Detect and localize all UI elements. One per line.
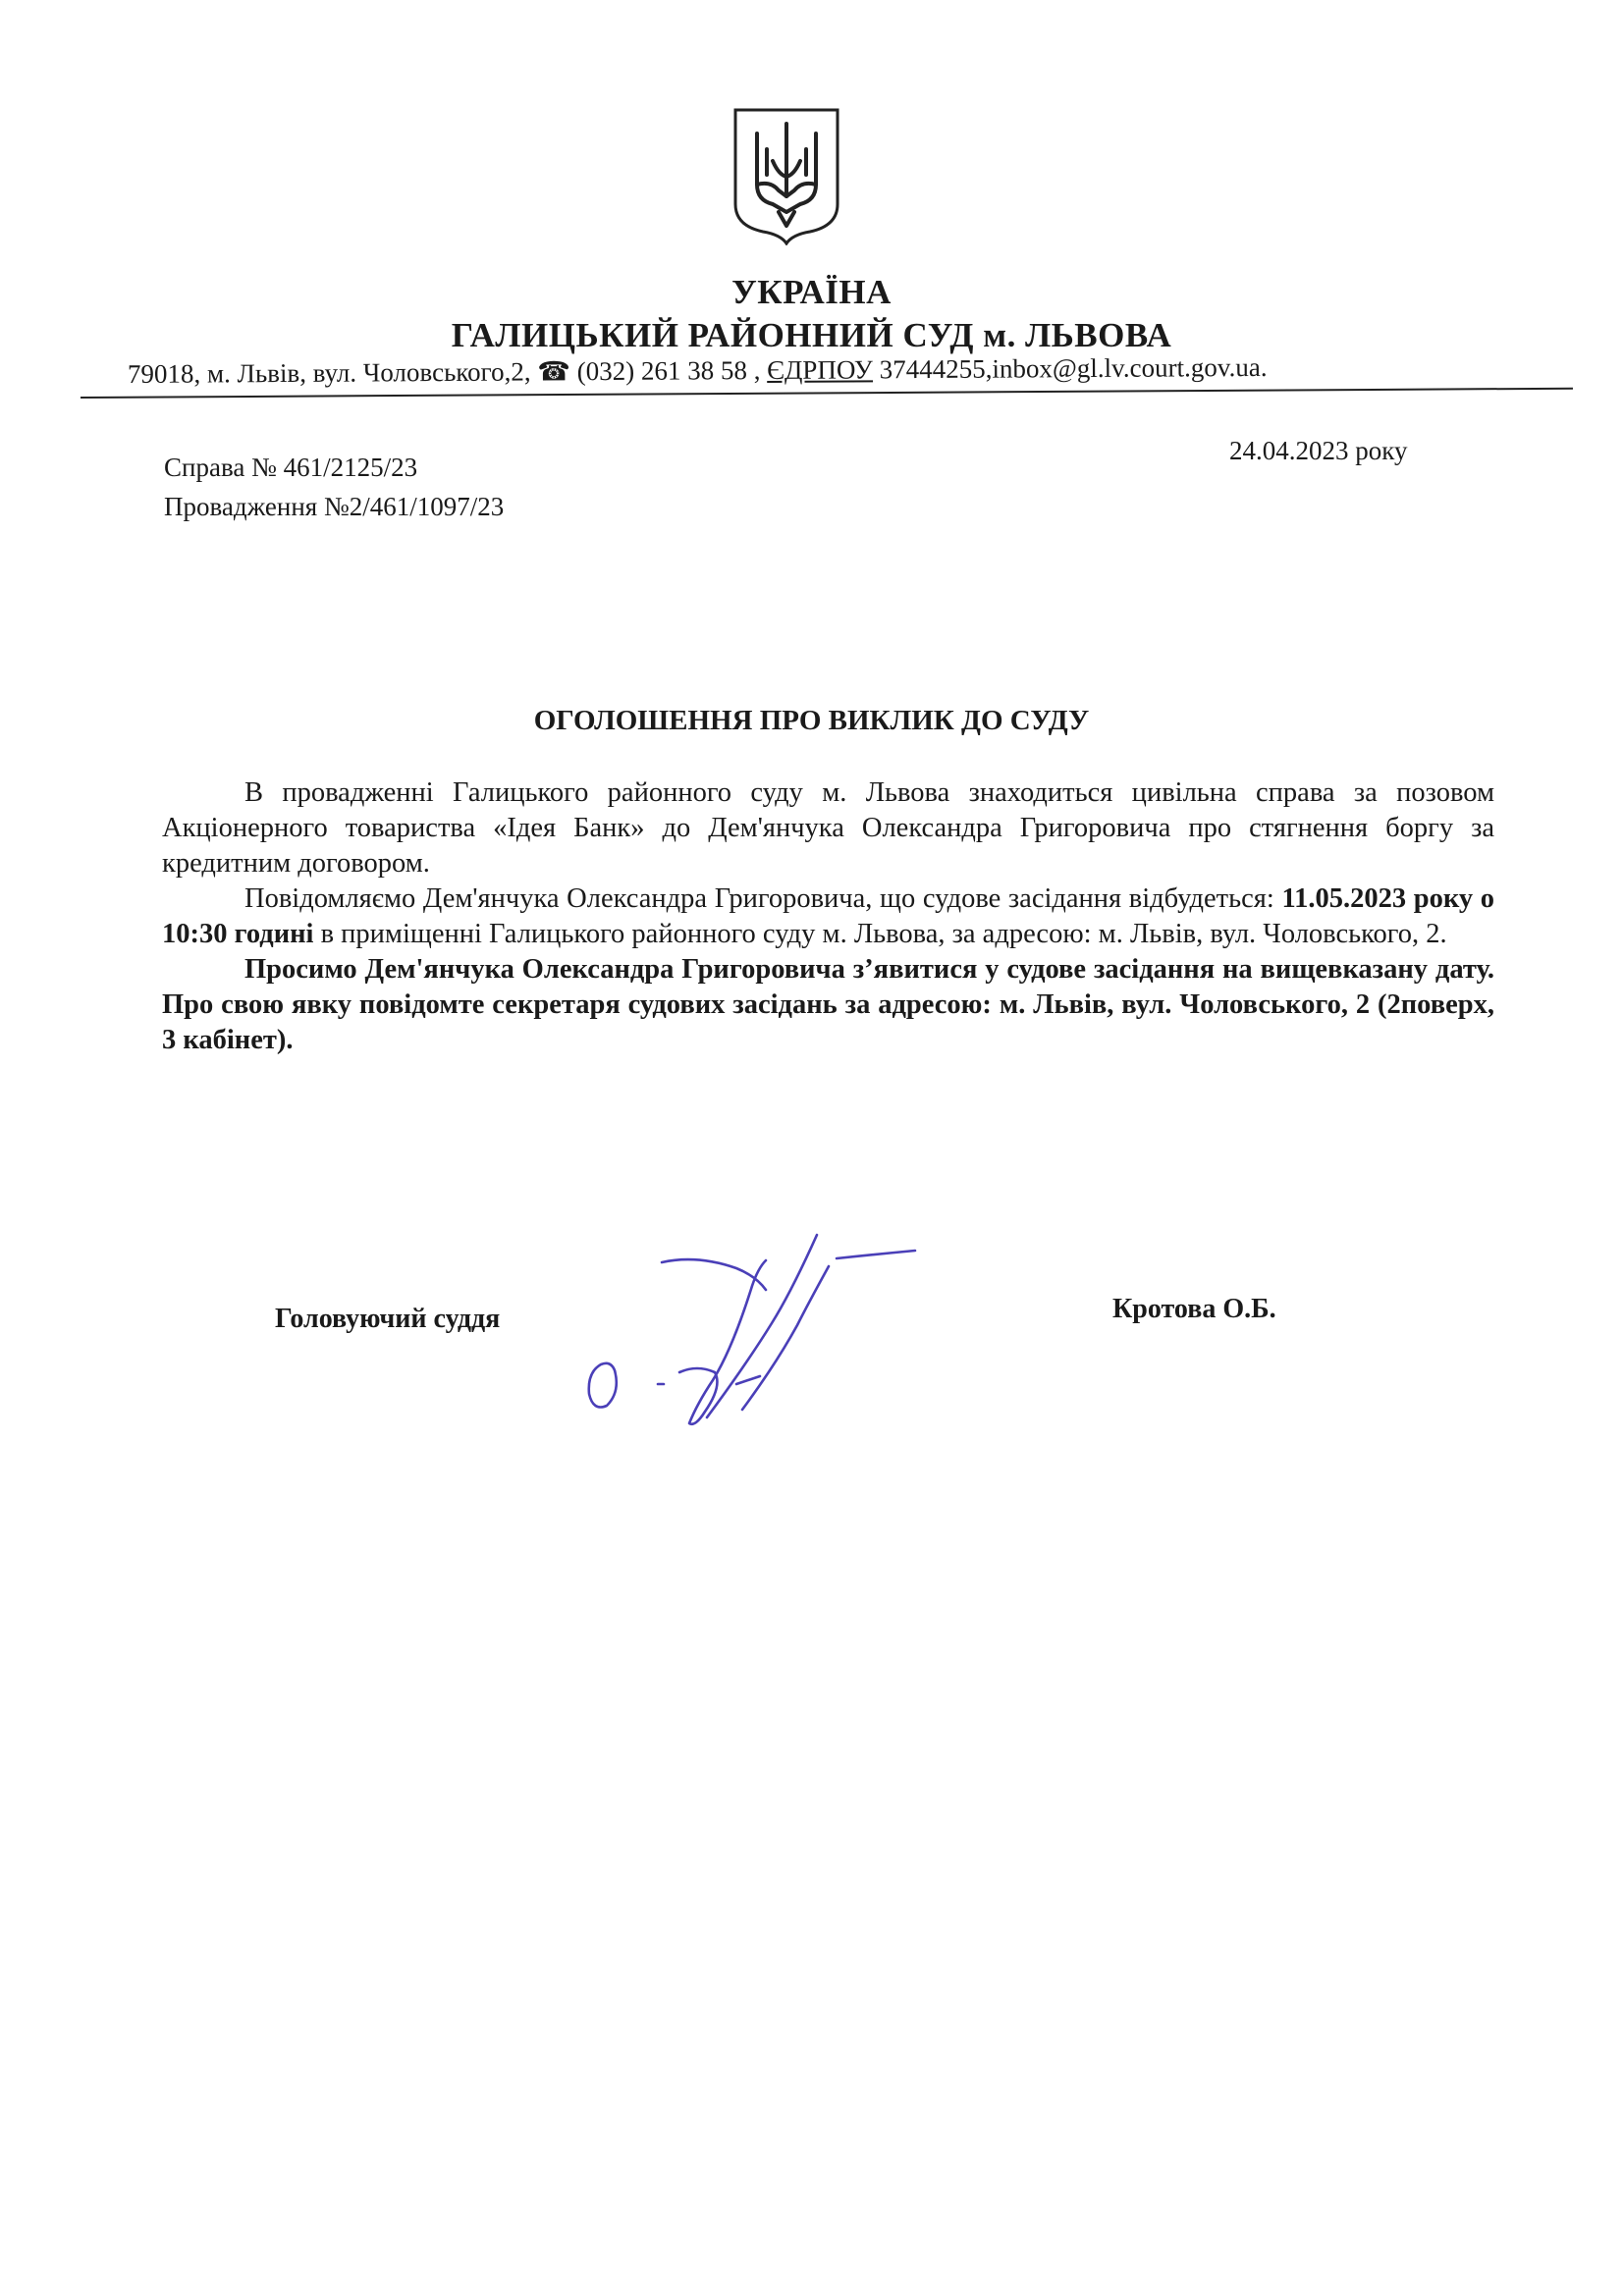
body-paragraph-3: Просимо Дем'янчука Олександра Григоровича з’явитися у судове засідання на вищевказану дату. Про свою явку повідомте секретаря судових засідань за адресою: м. Львів, вул. Чоловського, 2 (2поверх, 3 кабінет). <box>162 954 1494 1055</box>
body-paragraph-1: В провадженні Галицького районного суду м. Львова знаходиться цивільна справа за позовом Акціонерного товариства «Ідея Банк» до Дем'янчука Олександра Григоровича про стягнення боргу за кредитним договором. <box>162 777 1494 879</box>
paragraph-2-end: в приміщенні Галицького районного суду м. Львова, за адресою: м. Львів, вул. Чоловського, 2. <box>313 919 1447 949</box>
court-title: ГАЛИЦЬКИЙ РАЙОННИЙ СУД м. ЛЬВОВА <box>451 316 1172 354</box>
body-paragraph-2 <box>162 881 1494 952</box>
case-info <box>164 448 504 526</box>
judge-role-label: Головуючий суддя <box>275 1304 501 1334</box>
proceeding-number: Провадження №2/461/1097/23 <box>164 492 505 521</box>
edrpou-label: ЄДРПОУ <box>767 354 874 386</box>
court-phone: (032) 261 38 58 , <box>576 355 761 387</box>
court-contact-line <box>128 350 1542 390</box>
document-body <box>162 775 1494 1058</box>
hearing-datetime: 11.05.2023 року о 10:30 годині <box>162 883 1494 949</box>
phone-icon: ☎ <box>537 356 571 387</box>
document-date: 24.04.2023 року <box>1229 436 1408 465</box>
ukraine-trident-emblem-icon <box>731 106 841 245</box>
country-title: УКРАЇНА <box>731 273 892 311</box>
court-address: 79018, м. Львів, вул. Чоловського,2, <box>127 356 538 389</box>
header-divider <box>81 388 1573 399</box>
paragraph-2-start: Повідомляємо Дем'янчука Олександра Григоровича, що судове засідання відбудеться: <box>244 883 1282 914</box>
document-title: ОГОЛОШЕННЯ ПРО ВИКЛИК ДО СУДУ <box>533 705 1090 736</box>
edrpou-and-email: 37444255,inbox@gl.lv.court.gov.ua. <box>872 351 1268 385</box>
handwritten-signature <box>550 1217 943 1433</box>
case-number: Справа № 461/2125/23 <box>164 453 418 482</box>
judge-name: Кротова О.Б. <box>1112 1294 1276 1324</box>
